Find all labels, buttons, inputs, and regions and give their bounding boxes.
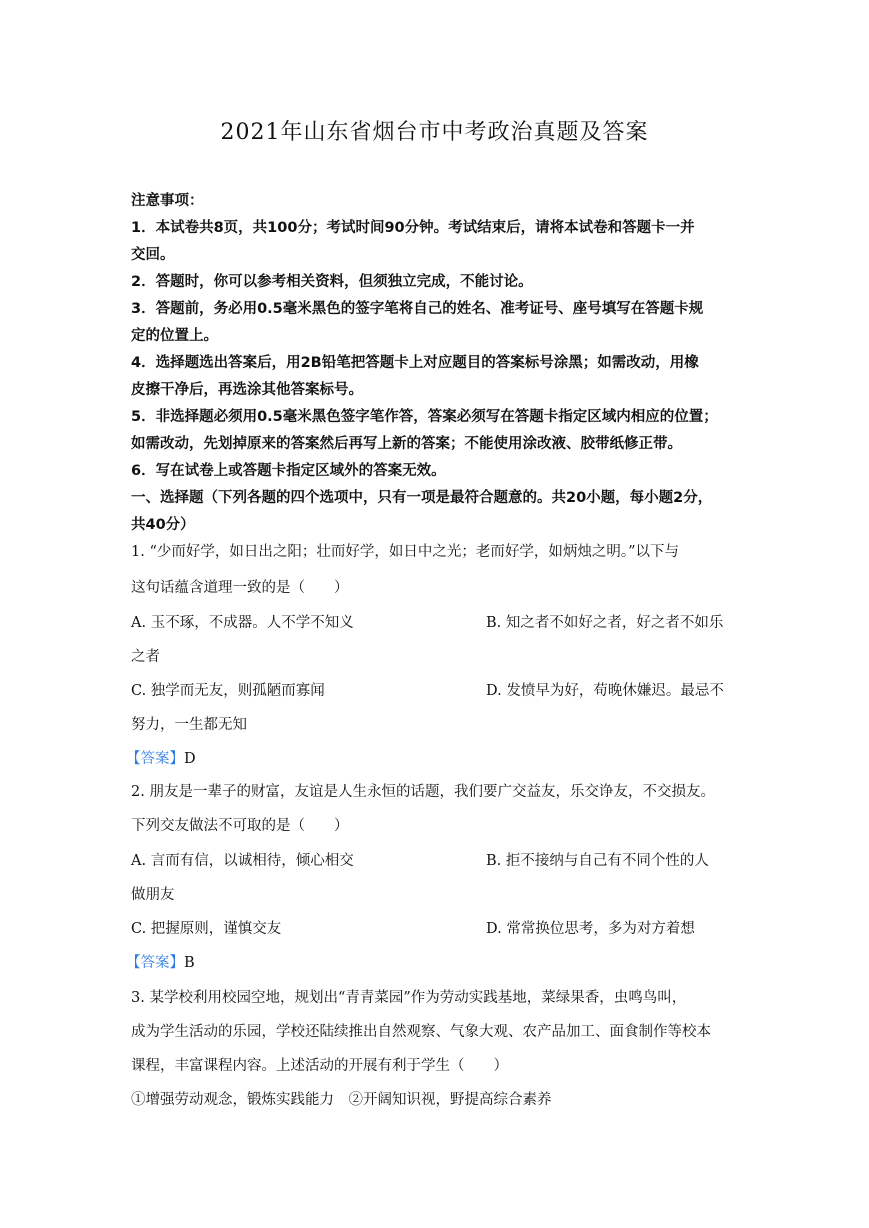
notice-line: 1．本试卷共8页，共100分；考试时间90分钟。考试结束后，请将本试卷和答题卡一并	[131, 220, 695, 236]
page-title: 2021年山东省烟台市中考政治真题及答案	[220, 120, 649, 145]
answer-2	[126, 951, 195, 972]
answer-1	[126, 747, 196, 768]
option-d: D. 常常换位思考，多为对方着想	[486, 921, 695, 937]
answer-tag: 【答案】	[126, 751, 184, 767]
option-b-continued: 之者	[131, 649, 160, 665]
option-a: A. 言而有信，以诚相待，倾心相交	[131, 853, 354, 869]
question-text: 下列交友做法不可取的是（ ）	[131, 818, 349, 834]
option-d: D. 发愤早为好，苟晚休嫌迟。最忌不	[486, 683, 724, 699]
question-1-stem	[131, 539, 741, 601]
answer-tag: 【答案】	[126, 955, 184, 971]
question-2-stem	[131, 779, 741, 839]
option-c: C. 独学而无友，则孤陋而寡闻	[131, 683, 325, 699]
question-text: 2. 朋友是一辈子的财富，友谊是人生永恒的话题，我们要广交益友，乐交诤友，不交损友。	[131, 784, 715, 800]
notice-line: 3．答题前，务必用0.5毫米黑色的签字笔将自己的姓名、准考证号、座号填写在答题卡规	[131, 301, 704, 317]
section-heading: 一、选择题（下列各题的四个选项中，只有一项是最符合题意的。共20小题，每小题2分，	[131, 490, 713, 506]
option-b: B. 拒不接纳与自己有不同个性的人	[486, 853, 709, 869]
question-text: 课程，丰富课程内容。上述活动的开展有利于学生（ ）	[131, 1058, 508, 1074]
notice-section	[131, 188, 741, 539]
option-d-continued: 努力，一生都无知	[131, 717, 247, 733]
answer-value: B	[184, 955, 195, 971]
section-heading: 共40分）	[131, 517, 195, 533]
notice-line: 2．答题时，你可以参考相关资料，但须独立完成，不能讨论。	[131, 274, 533, 290]
question-text: 1. “少而好学，如日出之阳；壮而好学，如日中之光；老而好学，如炳烛之明。”以下与	[131, 544, 680, 560]
notice-line: 定的位置上。	[131, 328, 218, 344]
option-a: A. 玉不琢，不成器。人不学不知义	[131, 615, 354, 631]
question-text: 成为学生活动的乐园，学校还陆续推出自然观察、气象大观、农产品加工、面食制作等校本	[131, 1024, 711, 1040]
notice-line: 交回。	[131, 247, 175, 263]
option-c: C. 把握原则，谨慎交友	[131, 921, 282, 937]
option-b: B. 知之者不如好之者，好之者不如乐	[486, 615, 724, 631]
notice-line: 如需改动，先划掉原来的答案然后再写上新的答案；不能使用涂改液、胶带纸修正带。	[131, 436, 682, 452]
question-3-stem	[131, 985, 741, 1113]
notice-line: 4．选择题选出答案后，用2B铅笔把答题卡上对应题目的答案标号涂黑；如需改动，用橡	[131, 355, 699, 371]
notice-line: 5．非选择题必须用0.5毫米黑色签字笔作答，答案必须写在答题卡指定区域内相应的位置；	[131, 409, 718, 425]
question-text: 3. 某学校利用校园空地，规划出“青青菜园”作为劳动实践基地，菜绿果香，虫鸣鸟叫，	[131, 990, 687, 1006]
notice-line: 6．写在试卷上或答题卡指定区域外的答案无效。	[131, 463, 446, 479]
question-text: ①增强劳动观念，锻炼实践能力 ②开阔知识视，野提高综合素养	[131, 1092, 552, 1108]
answer-value: D	[184, 751, 196, 767]
option-b-continued: 做朋友	[131, 887, 175, 903]
notice-heading: 注意事项：	[131, 193, 204, 209]
notice-line: 皮擦干净后，再选涂其他答案标号。	[131, 382, 363, 398]
question-text: 这句话蕴含道理一致的是（ ）	[131, 580, 349, 596]
